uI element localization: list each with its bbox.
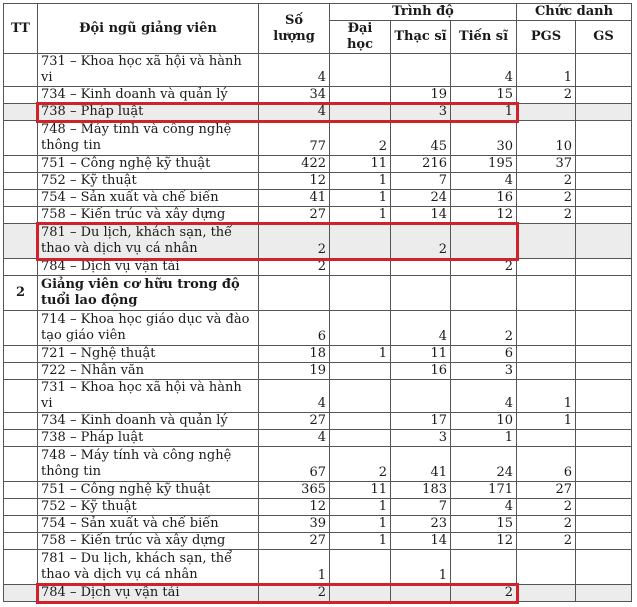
tt-cell — [4, 430, 38, 447]
tt-cell — [4, 121, 38, 156]
assoc-prof-cell: 2 — [517, 207, 576, 224]
header-level-bachelor: Đại học — [330, 21, 391, 54]
bachelor-cell: 1 — [330, 346, 391, 363]
program-name-cell: 758 – Kiến trúc và xây dựng — [38, 207, 259, 224]
header-level-master: Thạc sĩ — [391, 21, 451, 54]
program-name-cell: 781 – Du lịch, khách sạn, thể thao và dịch vụ cá nhân — [38, 550, 259, 585]
table-row — [4, 87, 632, 104]
master-cell — [391, 259, 451, 276]
header-title-prof: GS — [576, 21, 632, 54]
master-cell: 17 — [391, 413, 451, 430]
tt-cell — [4, 190, 38, 207]
master-cell: 24 — [391, 190, 451, 207]
program-name-cell: 738 – Pháp luật — [38, 430, 259, 447]
master-cell: 1 — [391, 550, 451, 585]
doctor-cell: 15 — [451, 87, 517, 104]
bachelor-cell — [330, 363, 391, 380]
count-cell — [259, 276, 330, 311]
doctor-cell: 12 — [451, 533, 517, 550]
table-row — [4, 430, 632, 447]
document-page — [3, 3, 631, 602]
count-cell: 12 — [259, 173, 330, 190]
table-row — [4, 311, 632, 346]
master-cell: 2 — [391, 224, 451, 259]
doctor-cell: 24 — [451, 447, 517, 482]
assoc-prof-cell — [517, 346, 576, 363]
header-tt: TT — [4, 4, 38, 54]
bachelor-cell: 2 — [330, 121, 391, 156]
bachelor-cell — [330, 104, 391, 121]
prof-cell — [576, 550, 632, 585]
master-cell — [391, 276, 451, 311]
master-cell: 7 — [391, 499, 451, 516]
doctor-cell: 30 — [451, 121, 517, 156]
table-row — [4, 516, 632, 533]
program-name-cell: 714 – Khoa học giáo dục và đào tạo giáo viên — [38, 311, 259, 346]
master-cell: 45 — [391, 121, 451, 156]
prof-cell — [576, 311, 632, 346]
program-name-cell: 758 – Kiến trúc và xây dựng — [38, 533, 259, 550]
doctor-cell: 4 — [451, 380, 517, 413]
assoc-prof-cell — [517, 430, 576, 447]
master-cell — [391, 585, 451, 602]
prof-cell — [576, 447, 632, 482]
master-cell: 14 — [391, 207, 451, 224]
header-level-doctor: Tiến sĩ — [451, 21, 517, 54]
prof-cell — [576, 156, 632, 173]
assoc-prof-cell: 1 — [517, 413, 576, 430]
table-row — [4, 533, 632, 550]
doctor-cell: 10 — [451, 413, 517, 430]
prof-cell — [576, 259, 632, 276]
tt-cell — [4, 499, 38, 516]
header-count: Số lượng — [259, 4, 330, 54]
doctor-cell: 12 — [451, 207, 517, 224]
count-cell: 77 — [259, 121, 330, 156]
tt-cell: 2 — [4, 276, 38, 311]
doctor-cell: 4 — [451, 54, 517, 87]
table-header — [4, 4, 632, 54]
tt-cell — [4, 482, 38, 499]
bachelor-cell: 1 — [330, 173, 391, 190]
doctor-cell: 1 — [451, 430, 517, 447]
assoc-prof-cell: 2 — [517, 190, 576, 207]
count-cell: 365 — [259, 482, 330, 499]
master-cell: 19 — [391, 87, 451, 104]
table-row — [4, 380, 632, 413]
table-row — [4, 156, 632, 173]
assoc-prof-cell: 27 — [517, 482, 576, 499]
doctor-cell — [451, 550, 517, 585]
master-cell: 216 — [391, 156, 451, 173]
count-cell: 12 — [259, 499, 330, 516]
program-name-cell: 721 – Nghệ thuật — [38, 346, 259, 363]
tt-cell — [4, 259, 38, 276]
assoc-prof-cell: 2 — [517, 516, 576, 533]
count-cell: 2 — [259, 224, 330, 259]
bachelor-cell — [330, 276, 391, 311]
bachelor-cell — [330, 585, 391, 602]
bachelor-cell — [330, 550, 391, 585]
assoc-prof-cell — [517, 585, 576, 602]
tt-cell — [4, 585, 38, 602]
doctor-cell: 4 — [451, 173, 517, 190]
doctor-cell: 2 — [451, 259, 517, 276]
count-cell: 4 — [259, 104, 330, 121]
doctor-cell: 4 — [451, 499, 517, 516]
table-row — [4, 482, 632, 499]
program-name-cell: 752 – Kỹ thuật — [38, 499, 259, 516]
bachelor-cell: 1 — [330, 499, 391, 516]
table-row — [4, 104, 632, 121]
assoc-prof-cell: 2 — [517, 533, 576, 550]
tt-cell — [4, 207, 38, 224]
prof-cell — [576, 54, 632, 87]
doctor-cell: 16 — [451, 190, 517, 207]
master-cell: 183 — [391, 482, 451, 499]
header-title-assoc-prof: PGS — [517, 21, 576, 54]
program-name-cell: 781 – Du lịch, khách sạn, thể thao và dịch vụ cá nhân — [38, 224, 259, 259]
count-cell: 2 — [259, 585, 330, 602]
tt-cell — [4, 447, 38, 482]
table-row — [4, 207, 632, 224]
count-cell: 67 — [259, 447, 330, 482]
tt-cell — [4, 173, 38, 190]
bachelor-cell — [330, 413, 391, 430]
program-name-cell: 734 – Kinh doanh và quản lý — [38, 87, 259, 104]
prof-cell — [576, 276, 632, 311]
table-row — [4, 54, 632, 87]
doctor-cell: 15 — [451, 516, 517, 533]
master-cell — [391, 380, 451, 413]
prof-cell — [576, 87, 632, 104]
master-cell: 41 — [391, 447, 451, 482]
prof-cell — [576, 190, 632, 207]
tt-cell — [4, 346, 38, 363]
bachelor-cell: 11 — [330, 156, 391, 173]
count-cell: 27 — [259, 207, 330, 224]
assoc-prof-cell — [517, 311, 576, 346]
assoc-prof-cell: 10 — [517, 121, 576, 156]
section-row — [4, 276, 632, 311]
table-body — [4, 54, 632, 602]
doctor-cell: 2 — [451, 311, 517, 346]
prof-cell — [576, 482, 632, 499]
assoc-prof-cell — [517, 224, 576, 259]
master-cell: 3 — [391, 430, 451, 447]
program-name-cell: 752 – Kỹ thuật — [38, 173, 259, 190]
table-row — [4, 413, 632, 430]
assoc-prof-cell — [517, 259, 576, 276]
table-row — [4, 190, 632, 207]
bachelor-cell — [330, 259, 391, 276]
bachelor-cell — [330, 224, 391, 259]
prof-cell — [576, 363, 632, 380]
count-cell: 39 — [259, 516, 330, 533]
master-cell — [391, 54, 451, 87]
count-cell: 4 — [259, 380, 330, 413]
assoc-prof-cell: 2 — [517, 173, 576, 190]
tt-cell — [4, 224, 38, 259]
doctor-cell: 195 — [451, 156, 517, 173]
program-name-cell: 754 – Sản xuất và chế biến — [38, 516, 259, 533]
assoc-prof-cell — [517, 363, 576, 380]
doctor-cell — [451, 224, 517, 259]
count-cell: 4 — [259, 430, 330, 447]
tt-cell — [4, 516, 38, 533]
table-row — [4, 346, 632, 363]
master-cell: 4 — [391, 311, 451, 346]
master-cell: 16 — [391, 363, 451, 380]
master-cell: 7 — [391, 173, 451, 190]
prof-cell — [576, 224, 632, 259]
program-name-cell: 738 – Pháp luật — [38, 104, 259, 121]
prof-cell — [576, 413, 632, 430]
header-title: Chức danh — [517, 4, 632, 21]
tt-cell — [4, 380, 38, 413]
program-name-cell: 754 – Sản xuất và chế biến — [38, 190, 259, 207]
assoc-prof-cell: 2 — [517, 499, 576, 516]
program-name-cell: 731 – Khoa học xã hội và hành vi — [38, 380, 259, 413]
prof-cell — [576, 380, 632, 413]
doctor-cell — [451, 276, 517, 311]
doctor-cell: 6 — [451, 346, 517, 363]
assoc-prof-cell — [517, 550, 576, 585]
count-cell: 18 — [259, 346, 330, 363]
prof-cell — [576, 121, 632, 156]
tt-cell — [4, 550, 38, 585]
bachelor-cell — [330, 380, 391, 413]
bachelor-cell — [330, 54, 391, 87]
count-cell: 27 — [259, 533, 330, 550]
tt-cell — [4, 363, 38, 380]
bachelor-cell — [330, 87, 391, 104]
program-name-cell: 784 – Dịch vụ vận tải — [38, 259, 259, 276]
prof-cell — [576, 516, 632, 533]
prof-cell — [576, 430, 632, 447]
prof-cell — [576, 104, 632, 121]
bachelor-cell — [330, 311, 391, 346]
assoc-prof-cell — [517, 276, 576, 311]
program-name-cell: 784 – Dịch vụ vận tải — [38, 585, 259, 602]
prof-cell — [576, 499, 632, 516]
tt-cell — [4, 413, 38, 430]
count-cell: 2 — [259, 259, 330, 276]
table-row — [4, 224, 632, 259]
faculty-table — [3, 3, 632, 602]
doctor-cell: 2 — [451, 585, 517, 602]
master-cell: 3 — [391, 104, 451, 121]
prof-cell — [576, 533, 632, 550]
program-name-cell: 751 – Công nghệ kỹ thuật — [38, 156, 259, 173]
bachelor-cell: 2 — [330, 447, 391, 482]
prof-cell — [576, 346, 632, 363]
count-cell: 34 — [259, 87, 330, 104]
assoc-prof-cell: 1 — [517, 54, 576, 87]
master-cell: 14 — [391, 533, 451, 550]
table-row — [4, 499, 632, 516]
bachelor-cell: 1 — [330, 190, 391, 207]
table-row — [4, 363, 632, 380]
program-name-cell: 748 – Máy tính và công nghệ thông tin — [38, 447, 259, 482]
table-row — [4, 550, 632, 585]
tt-cell — [4, 54, 38, 87]
program-name-cell: 731 – Khoa học xã hội và hành vi — [38, 54, 259, 87]
count-cell: 19 — [259, 363, 330, 380]
program-name-cell: 722 – Nhân văn — [38, 363, 259, 380]
bachelor-cell — [330, 430, 391, 447]
tt-cell — [4, 533, 38, 550]
header-team: Đội ngũ giảng viên — [38, 4, 259, 54]
assoc-prof-cell: 2 — [517, 87, 576, 104]
master-cell: 11 — [391, 346, 451, 363]
master-cell: 23 — [391, 516, 451, 533]
tt-cell — [4, 87, 38, 104]
prof-cell — [576, 173, 632, 190]
doctor-cell: 1 — [451, 104, 517, 121]
prof-cell — [576, 585, 632, 602]
assoc-prof-cell: 37 — [517, 156, 576, 173]
count-cell: 27 — [259, 413, 330, 430]
doctor-cell: 171 — [451, 482, 517, 499]
table-row — [4, 447, 632, 482]
table-row — [4, 121, 632, 156]
program-name-cell: 751 – Công nghệ kỹ thuật — [38, 482, 259, 499]
program-name-cell: 734 – Kinh doanh và quản lý — [38, 413, 259, 430]
section-title: Giảng viên cơ hữu trong độ tuổi lao động — [38, 276, 259, 311]
count-cell: 41 — [259, 190, 330, 207]
bachelor-cell: 1 — [330, 533, 391, 550]
assoc-prof-cell: 6 — [517, 447, 576, 482]
count-cell: 422 — [259, 156, 330, 173]
count-cell: 4 — [259, 54, 330, 87]
bachelor-cell: 1 — [330, 207, 391, 224]
tt-cell — [4, 104, 38, 121]
header-level: Trình độ — [330, 4, 517, 21]
table-row — [4, 259, 632, 276]
bachelor-cell: 1 — [330, 516, 391, 533]
prof-cell — [576, 207, 632, 224]
table-row — [4, 173, 632, 190]
count-cell: 1 — [259, 550, 330, 585]
tt-cell — [4, 311, 38, 346]
bachelor-cell: 11 — [330, 482, 391, 499]
program-name-cell: 748 – Máy tính và công nghệ thông tin — [38, 121, 259, 156]
count-cell: 6 — [259, 311, 330, 346]
table-row — [4, 585, 632, 602]
doctor-cell: 3 — [451, 363, 517, 380]
assoc-prof-cell — [517, 104, 576, 121]
assoc-prof-cell: 1 — [517, 380, 576, 413]
tt-cell — [4, 156, 38, 173]
